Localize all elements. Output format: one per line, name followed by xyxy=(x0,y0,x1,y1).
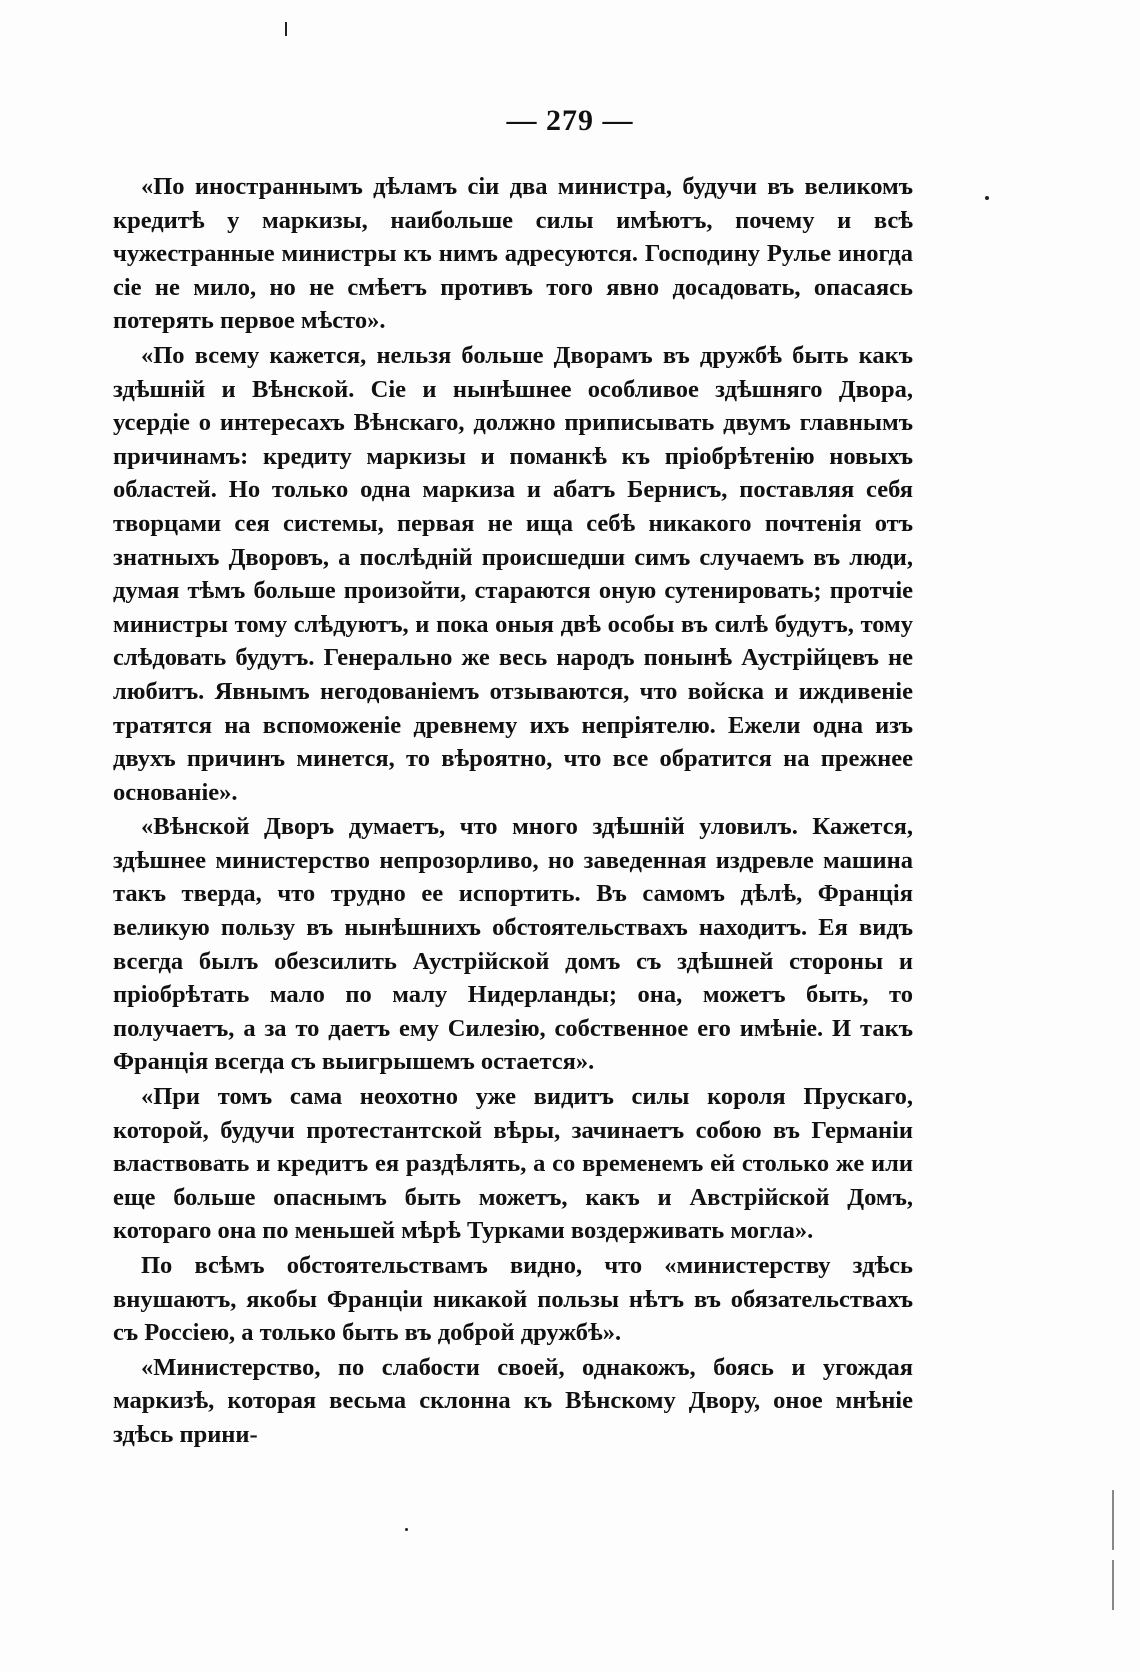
print-speck xyxy=(985,196,989,200)
print-speck xyxy=(405,1528,408,1531)
paragraph: «По всему кажется, нельзя больше Дворамъ въ дружбѣ быть какъ здѣшній и Вѣнской. Сіе и нынѣшнее особливое здѣшняго Двора, усердіе о интересахъ Вѣнскаго, должно приписывать двумъ главнымъ причинамъ: кредиту маркизы и поманкѣ къ пріобрѣтенію новыхъ областей. Но только одна маркиза и абатъ Бернисъ, поставляя себя творцами сея системы, первая не ища себѣ никакого почтенія отъ знатныхъ Дворовъ, а послѣдній происшедши симъ случаемъ въ люди, думая тѣмъ больше произойти, стараются оную сутенировать; протчіе министры тому слѣдуютъ, и пока оныя двѣ особы въ силѣ будутъ, тому слѣдовать будутъ. Генерально же весь народъ понынѣ Аустрійцевъ не любитъ. Явнымъ негодованіемъ отзываются, что войска и иждивеніе тратятся на вспоможеніе древнему ихъ непріятелю. Ежели одна изъ двухъ причинъ минется, то вѣроятно, что все обратится на прежнее основаніе». xyxy=(113,341,913,806)
body-text xyxy=(113,170,913,1452)
page-number: — 279 — xyxy=(506,104,634,137)
paragraph: «По иностраннымъ дѣламъ сіи два министра, будучи въ великомъ кредитѣ у маркизы, наибольше силы имѣютъ, почему и всѣ чужестранные министры къ нимъ адресуются. Господину Рулье иногда сіе не мило, но не смѣетъ противъ того явно досадовать, опасаясь потерять первое мѣсто». xyxy=(113,173,913,335)
paragraph: «При томъ сама неохотно уже видитъ силы короля Прускаго, которой, будучи протестантской вѣры, зачинаетъ собою въ Германіи властвовать и кредитъ ея раздѣлять, а со временемъ ей столько же или еще больше опаснымъ быть можетъ, какъ и Австрійской Домъ, котораго она по меньшей мѣрѣ Турками воздерживать могла». xyxy=(113,1083,913,1245)
paragraph: По всѣмъ обстоятельствамъ видно, что «министерству здѣсь внушаютъ, якобы Франціи никакой пользы нѣтъ въ обязательствахъ съ Россіею, а только быть въ доброй дружбѣ». xyxy=(113,1252,913,1347)
paragraph: «Вѣнской Дворъ думаетъ, что много здѣшній уловилъ. Кажется, здѣшнее министерство непрозорливо, но заведенная издревле машина такъ тверда, что трудно ее испортить. Въ самомъ дѣлѣ, Франція великую пользу въ нынѣшнихъ обстоятельствахъ находитъ. Ея видъ всегда былъ обезсилить Аустрійской домъ съ здѣшней стороны и пріобрѣтать мало по малу Нидерланды; она, можетъ быть, то получаетъ, а за то даетъ ему Силезію, собственное его имѣніе. И такъ Франція всегда съ выигрышемъ остается». xyxy=(113,813,913,1076)
paragraph: «Министерство, по слабости своей, однакожъ, боясь и угождая маркизѣ, которая весьма склонна къ Вѣнскому Двору, оное мнѣніе здѣсь прини- xyxy=(113,1353,913,1448)
print-speck xyxy=(285,22,287,36)
page-edge-shadow xyxy=(1112,1490,1114,1550)
page-edge-shadow xyxy=(1112,1560,1114,1610)
